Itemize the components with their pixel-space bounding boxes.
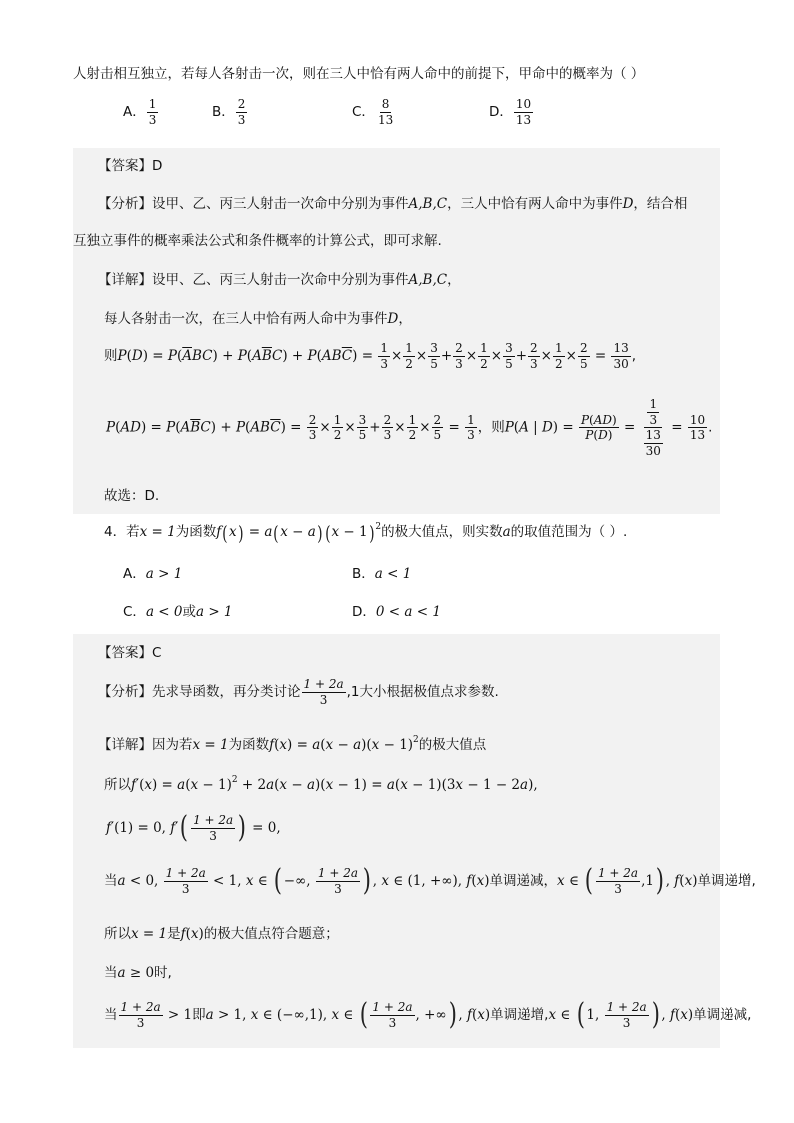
option-fraction: $\frac{1}{3}$ [148, 97, 157, 127]
option-letter: D． [489, 104, 513, 121]
analysis-label: 【分析】 [98, 684, 152, 701]
option-fraction: $\frac{2}{3}$ [237, 97, 246, 127]
q3-detail-line-1: 【详解】设甲、乙、丙三人射击一次命中分别为事件A,B,C， [98, 272, 461, 288]
q3-conclusion: 故选：D. [104, 488, 160, 504]
option-letter: A． [123, 104, 146, 121]
q3-option-a[interactable] [123, 98, 159, 126]
q4-derivative-line: 所以$f'(x) = a(x - 1)^2 + 2a(x - a)(x - 1) = a(x - 1)(3x - 1 - 2a)$, [104, 775, 538, 793]
answer-label: 【答案】 [98, 645, 152, 661]
q3-formula-pad: $P(AD) = P(A\overline{B}C) + P(AB\overline{C})$ = $\frac{2}{3}$ × $\frac{1}{2}$ × $\frac{3}{5}$ + $\frac{2}{3}$ × $\frac{1}{2}$ × $\frac{2}{5}$ = $\frac{1}{3}$ ，则P(A | D) = $\frac{P(AD)}{P(D)}$ = $\frac{\frac{1}{3}}{\frac{13}{30}}$ = $\frac{10}{13}$ . [106, 397, 713, 458]
answer-label: 【答案】 [98, 158, 152, 174]
q4-option-d[interactable]: D．0 < a < 1 [352, 604, 441, 620]
q3-analysis-line-1: 【分析】设甲、乙、丙三人射击一次命中分别为事件A,B,C，三人中恰有两人命中为事件D，结合相 [98, 196, 688, 212]
q3-option-b[interactable] [212, 98, 248, 126]
q3-detail-line-2: 每人各射击一次，在三人中恰有两人命中为事件D， [104, 311, 412, 327]
option-fraction: $\frac{8}{13}$ [377, 97, 394, 127]
q4-option-c[interactable]: C．a < 0或a > 1 [123, 604, 233, 620]
option-letter: B． [352, 566, 375, 582]
q4-case3-line: 当 $\frac{1 + 2a}{3}$ > 1即a > 1, x ∈ (−∞,1), x ∈ ( $\frac{1 + 2a}{3}$ , +∞) , f(x)单调递增,x ∈ ( 1, $\frac{1 + 2a}{3}$ ) , f(x)单调递减, [104, 997, 752, 1032]
analysis-label: 【分析】 [98, 196, 152, 212]
question-number: 4． [104, 524, 127, 540]
option-letter: C． [352, 104, 375, 121]
q4-case1-conclusion: 所以x = 1是f(x)的极大值点符合题意； [104, 926, 339, 942]
q4-stem: 4．若x = 1为函数f(x) = a(x − a) $(x - 1)^2$的极大值点，则实数a的取值范围为（ ）. [104, 520, 628, 545]
q4-critical-line: f′(1) = 0, f′( $\frac{1 + 2a}{3}$ ) = 0, [106, 810, 281, 845]
q4-detail-line-1: 【详解】因为若x = 1为函数$f(x) = a(x - a)(x - 1)^2$的极大值点 [98, 735, 487, 753]
q4-case1-line: 当a < 0, $\frac{1 + 2a}{3}$ < 1, x ∈ ( −∞, $\frac{1 + 2a}{3}$ ) , x ∈ (1, +∞), f(x)单调递减，x ∈ ( $\frac{1 + 2a}{3}$ ,1) , f(x)单调递增, [104, 863, 756, 898]
detail-label: 【详解】 [98, 272, 152, 288]
q4-option-a[interactable]: A．a > 1 [123, 566, 183, 582]
option-letter: D． [352, 604, 376, 620]
detail-label: 【详解】 [98, 737, 152, 753]
q4-option-b[interactable]: B．a < 1 [352, 566, 412, 582]
q3-analysis-line-2: 互独立事件的概率乘法公式和条件概率的计算公式，即可求解. [73, 233, 442, 249]
q4-case2-line: 当a ≥ 0时, [104, 965, 172, 981]
answer-value: D [152, 158, 163, 174]
option-letter: C． [123, 604, 146, 620]
answer-value: C [152, 645, 162, 661]
option-letter: B． [212, 104, 235, 121]
q3-option-d[interactable] [489, 98, 534, 126]
q4-answer-line [98, 641, 161, 661]
option-letter: A． [123, 566, 146, 582]
q3-answer-line [98, 154, 162, 174]
q3-formula-pd: 则$P(D) = P(\overline{A}BC) + P(A\overline{B}C) + P(AB\overline{C})$ = $\frac{1}{3}$ × $\frac{1}{2}$ × $\frac{3}{5}$ + $\frac{2}{3}$ × $\frac{1}{2}$ × $\frac{3}{5}$ + $\frac{2}{3}$ × $\frac{1}{2}$ × $\frac{2}{5}$ = $\frac{13}{30}$ , [104, 341, 637, 371]
option-fraction: $\frac{10}{13}$ [515, 97, 532, 127]
q3-stem-tail: 人射击相互独立，若每人各射击一次，则在三人中恰有两人命中的前提下，甲命中的概率为（ ） [73, 66, 645, 82]
q3-option-c[interactable] [352, 98, 396, 126]
q4-analysis-line: 【分析】先求导函数，再分类讨论 $\frac{1 + 2a}{3}$ ,1大小根据极值点求参数. [98, 677, 499, 707]
